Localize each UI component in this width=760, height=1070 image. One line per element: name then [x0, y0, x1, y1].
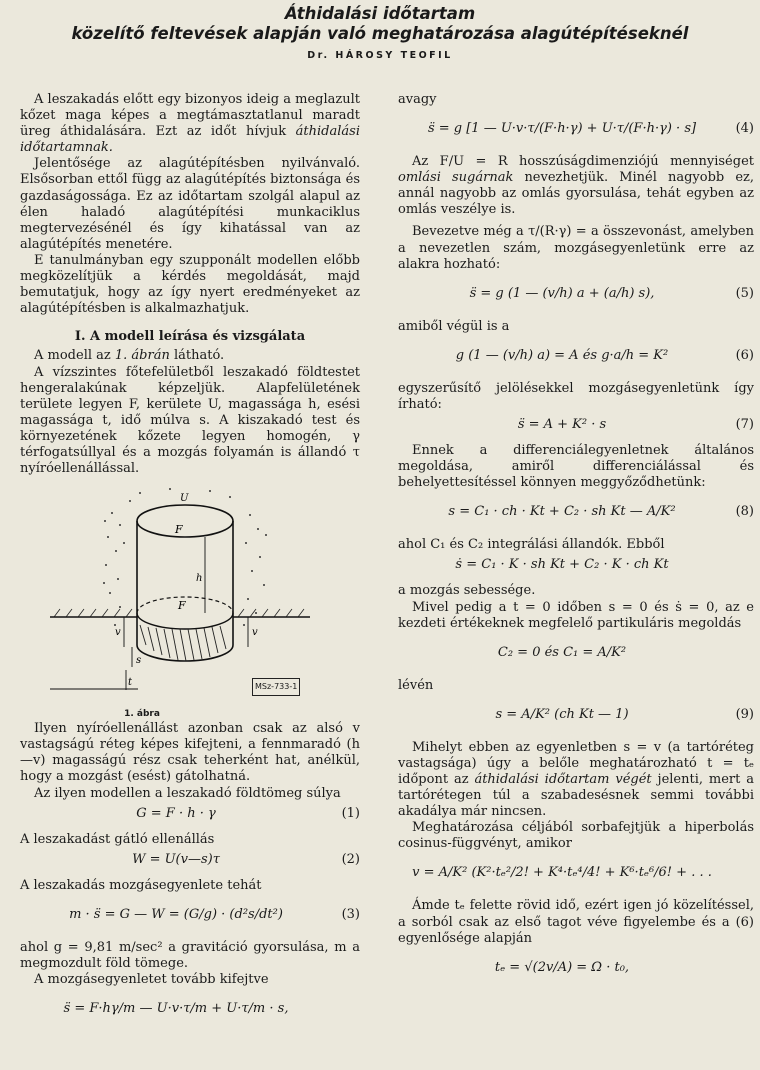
intro-term: áthidalási időtartamnak. — [20, 124, 360, 156]
equation-3-number: (3) — [341, 906, 360, 922]
radius-text: Az F/U = R hosszúságdimenziójú mennyiséget — [412, 154, 754, 170]
equation-4 — [398, 112, 754, 150]
paragraph-approx: Ámde tₑ felette rövid idő, ezért igen jó közelítéssel, a sorból csak az első tagot véve figyelembe és a (6) egyenlősége alapján — [398, 898, 754, 946]
equation-constants-formula: C₂ = 0 és C₁ = A/K² — [497, 644, 627, 660]
equation-1-number: (1) — [341, 805, 360, 821]
paragraph-gravity: ahol g = 9,81 m/sec² a gravitáció gyorsulása, m a megmozdult föld tömege. — [20, 939, 360, 971]
title-line-2: közelítő feltevések alapján való meghatározása alagútépítéseknél — [71, 24, 689, 43]
equation-3 — [20, 898, 360, 936]
fig-label-t: t — [128, 677, 133, 689]
radius-term: omlási sugárnak — [398, 170, 514, 186]
right-column — [398, 92, 754, 993]
paragraph-introduce-a: Bevezetve még a τ/(R·γ) = a összevonást, amelyben a nevezetlen szám, mozgásegyenletünk erre az alakra hozható: — [398, 224, 754, 272]
cylinder-diagram — [20, 485, 360, 717]
paragraph-whence: amiből végül is a — [398, 318, 510, 334]
end-time-term: áthidalási időtartam végét — [474, 771, 652, 787]
equation-expanded — [20, 992, 360, 1030]
fig-label-v-left: v — [115, 627, 121, 639]
equation-5-number: (5) — [735, 285, 754, 301]
figure-caption: 1. ábra — [124, 709, 160, 720]
paragraph-motion: A leszakadás mozgásegyenlete tehát — [20, 877, 262, 893]
equation-6-formula: g (1 — (v/h) a) = A és g·a/h = K² — [455, 347, 669, 363]
paragraph-initial: Mivel pedig a t = 0 időben s = 0 és ṡ = 0, az e kezdeti értékeknek megfelelő partikuláris megoldás — [398, 599, 754, 631]
fig-label-F-bottom: F — [178, 599, 186, 613]
equation-constants — [398, 636, 754, 674]
equation-7-number: (7) — [735, 417, 754, 433]
paragraph-avagy: avagy — [398, 92, 437, 107]
paragraph-significance: Jelentősége az alagútépítésben nyilvánvaló. Elsősorban ettől függ az alagútépítés biztonsága és gazdaságossága. Ez az időtartam szolgál alapul az élen haladó alagútépítési munkaciklus megtervezésénél és így kihatással van az alagútépítés menetére. — [20, 156, 360, 252]
paragraph-study: E tanulmányban egy szupponált modellen előbb megközelítjük a kérdés megoldását, majd bemutatjuk, hogy az így nyert eredményeket az alagútépítésben is alkalmazhatjuk. — [20, 252, 360, 317]
equation-9-formula: s = A/K² (ch Kt — 1) — [495, 706, 629, 722]
paragraph-general-solution: Ennek a differenciálegyenletnek általános megoldása, amiről differenciálással és behelyettesítéssel könnyen meggyőződhetünk: — [398, 443, 754, 491]
equation-7-formula: s̈ = A + K² · s — [517, 417, 607, 433]
equation-series-formula: v = A/K² (K²·tₑ²/2! + K⁴·tₑ⁴/4! + K⁶·tₑ⁶/6! + . . . — [412, 865, 712, 881]
paragraph-end-time — [398, 740, 754, 820]
equation-9 — [398, 698, 754, 736]
author-byline: Dr. HÁROSY TEOFIL — [307, 50, 453, 61]
equation-series — [398, 856, 754, 894]
equation-6 — [398, 339, 754, 377]
paragraph-shear: Ilyen nyíróellenállást azonban csak az alsó v vastagságú réteg képes kifejteni, a fennmaradó (h—v) magasságú rész csak teherként hat, anélkül, hogy a mozgást (esést) gátolhatná. — [20, 721, 360, 785]
paragraph-resistance: A leszakadást gátló ellenállás — [20, 831, 215, 847]
equation-2-number: (2) — [341, 851, 360, 867]
paragraph-constants: ahol C₁ és C₂ integrálási állandók. Ebből — [398, 537, 665, 553]
paragraph-being: lévén — [398, 677, 434, 693]
fig-label-h: h — [196, 573, 203, 585]
equation-3-formula: m · s̈ = G — W = (G/g) · (d²s/dt²) — [69, 906, 283, 922]
paragraph-velocity: a mozgás sebessége. — [398, 583, 536, 599]
left-column — [20, 92, 360, 1034]
equation-9-number: (9) — [735, 706, 754, 722]
paragraph-expand: A mozgásegyenletet tovább kifejtve — [34, 972, 269, 987]
paragraph-radius — [398, 154, 754, 218]
fig-label-s: s — [136, 655, 142, 667]
shear-hatching — [140, 625, 226, 661]
equation-te — [398, 951, 754, 989]
fig-label-U: U — [180, 493, 189, 505]
fig-label-F-top: F — [175, 523, 183, 537]
end-time-text-end: jelenti, mert a tartórétegen túl a szabadesésnek semmi további akadálya már nincsen. — [398, 771, 755, 820]
equation-velocity-formula: ṡ = C₁ · K · sh Kt + C₂ · K · ch Kt — [455, 557, 669, 573]
radius-text-end: nevezhetjük. Minél nagyobb ez, annál nagyobb az omlás gyorsulása, tehát egyben az omlás veszélye is. — [398, 170, 755, 218]
figure-stamp: MSz-733-1 — [252, 678, 300, 696]
paragraph-model-ref — [20, 348, 360, 364]
equation-velocity — [398, 557, 754, 579]
paragraph-series: Meghatározása céljából sorbafejtjük a hiperbolás cosinus-függvényt, amikor — [398, 820, 754, 852]
figure-1 — [20, 485, 360, 720]
equation-2 — [20, 852, 360, 874]
equation-te-formula: tₑ = √(2v/A) = Ω · t₀, — [494, 959, 630, 975]
equation-8-formula: s = C₁ · ch · Kt + C₂ · sh Kt — A/K² — [448, 504, 676, 520]
figure-ref: 1. ábrán — [114, 348, 170, 364]
model-ref-end: látható. — [173, 348, 225, 364]
paragraph-weight: Az ilyen modellen a leszakadó földtömeg súlya — [34, 785, 341, 801]
end-time-text: Mihelyt ebben az egyenletben s = v (a tartóréteg vastagsága) úgy a belőle meghatározható t = tₑ időpont az — [398, 739, 754, 787]
intro-text: A leszakadás előtt egy bizonyos ideig a meglazult kőzet maga képes a megtámasztatlanul maradt üreg áthidalására. Ezt az időt hívjuk — [20, 92, 360, 140]
equation-7 — [398, 417, 754, 439]
equation-5-formula: s̈ = g (1 — (v/h) a + (a/h) s), — [469, 285, 655, 301]
equation-5 — [398, 277, 754, 315]
paragraph-intro — [20, 92, 360, 156]
equation-expanded-formula: s̈ = F·hγ/m — U·v·τ/m + U·τ/m · s, — [63, 1001, 289, 1017]
equation-4-formula: s̈ = g [1 — U·v·τ/(F·h·γ) + U·τ/(F·h·γ) · s] — [427, 121, 697, 137]
paragraph-model-desc: A vízszintes főtefelületből leszakadó földtestet hengeralakúnak képzeljük. Alapfelületének területe legyen F, kerülete U, magassága h, esési magassága t, idő múlva s. A kiszakadó test és környezetének kőzete legyen homogén, γ térfogatsúllyal és a mozgás folyamán is állandó τ nyíróellenállással. — [20, 364, 360, 477]
model-ref-text: A modell az — [34, 348, 111, 364]
equation-8-number: (8) — [735, 504, 754, 520]
equation-8 — [398, 495, 754, 533]
equation-6-number: (6) — [735, 347, 754, 363]
equation-4-number: (4) — [735, 121, 754, 137]
section-title: I. A modell leírása és vizsgálata — [74, 329, 306, 345]
paragraph-simplified: egyszerűsítő jelölésekkel mozgásegyenletünk így írható: — [398, 380, 754, 412]
fig-label-v-right: v — [252, 627, 258, 639]
title-line-1: Áthidalási időtartam — [284, 4, 476, 23]
equation-1 — [20, 806, 360, 828]
equation-1-formula: G = F · h · γ — [136, 805, 216, 821]
equation-2-formula: W = U(v—s)τ — [132, 851, 220, 867]
